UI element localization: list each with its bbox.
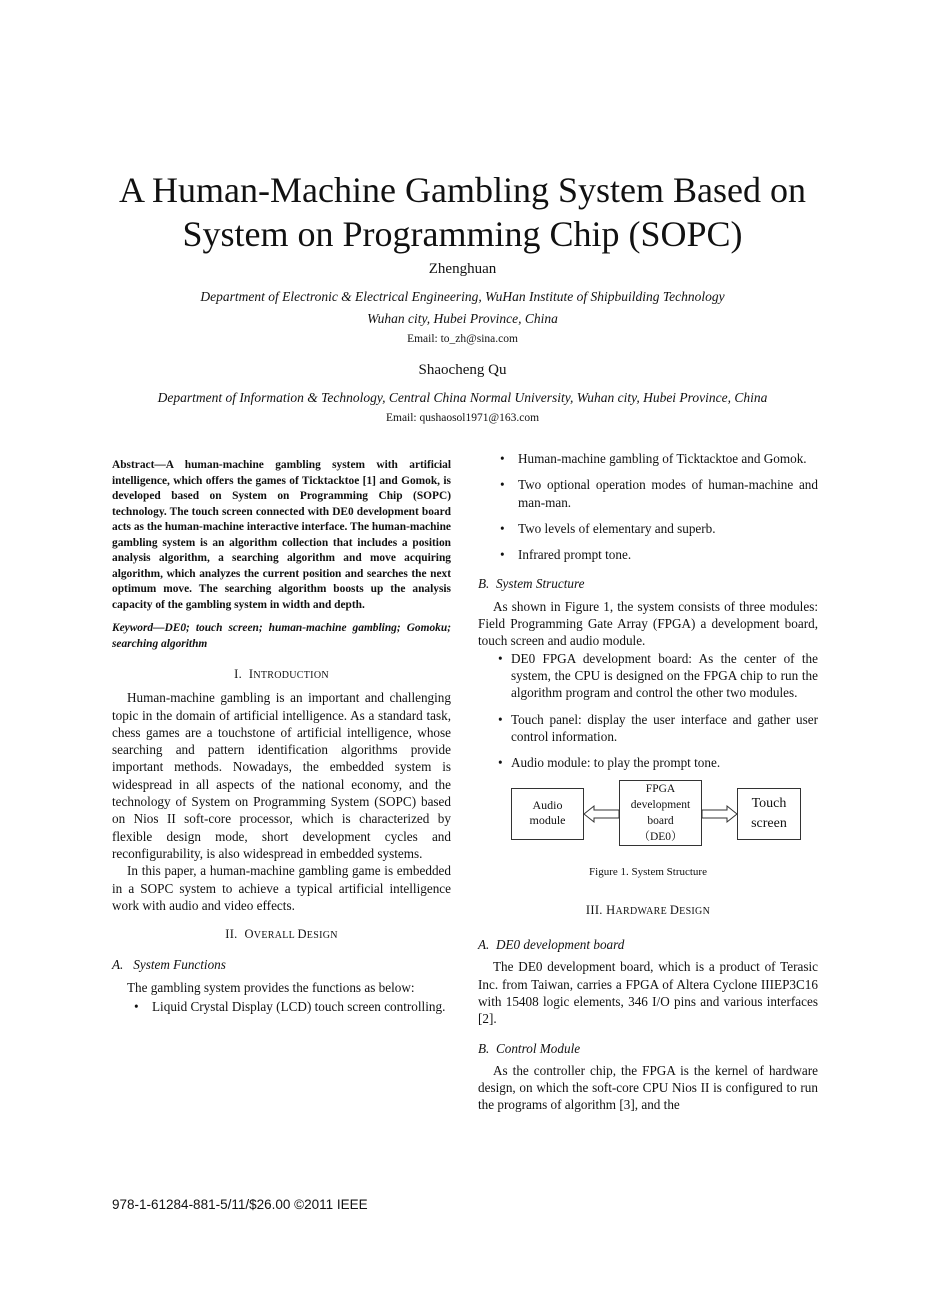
subsection-2a-heading: [112, 956, 451, 973]
list-item: [478, 520, 818, 537]
section-2-title-cap2: D: [297, 927, 307, 942]
section-3-heading: [478, 902, 818, 920]
section-1-title-rest: NTRODUCTION: [253, 670, 329, 681]
fpga-box-line-1: FPGA: [645, 783, 676, 796]
list-item: [478, 650, 818, 702]
list-item: [478, 754, 818, 771]
section-2-heading: [112, 926, 451, 944]
audio-fpga-arrow: [584, 806, 619, 822]
author-2-affiliation: Department of Information & Technology, Central China Normal University, Wuhan city, Hubei Province, China: [157, 390, 768, 405]
bullet-icon: •: [134, 999, 139, 1015]
intro-paragraph-1: Human-machine gambling is an important and challenging topic in the domain of artificial intelligence. As a standard task, chess games are a touchstone of artificial intelligence, whose searching and pattern identification algorithms provide important methods. Nowadays, the embedded system is widespread in all aspects of the national economy, and the technology of System on Programming System (SOPC) based on Nios II soft-core processor, which is characterized by flexible design mode, short development cycles and reconfigurability, is also widespread in embedded systems.: [112, 690, 451, 861]
section-1-title-cap: I: [248, 667, 254, 681]
bullet-icon: •: [498, 711, 503, 727]
list-item: [478, 546, 818, 563]
section-2-title-rest2: ESIGN: [306, 930, 338, 942]
right-column: [478, 450, 818, 1114]
abstract: Abstract—A human-machine gambling system with artificial intelligence, which offers the games of Ticktacktoe [1] and Gomok, is developed based on System on Programming Chip (SOPC) technology. The touch screen connected with DE0 development board acts as the human-machine interactive interface. The human-machine gambling system is an algorithm collection that includes a position analysis algorithm, a searching algorithm and move acquiring algorithm, which analyzes the current position and searches the next optimum move. The searching algorithm boosts up the analysis capacity of the gambling system in width and depth.: [112, 459, 451, 611]
section-3-title-rest2: ESIGN: [679, 905, 711, 917]
function-item-4: Two levels of elementary and superb.: [518, 520, 716, 536]
section-2-title-rest: VERALL: [253, 930, 298, 942]
subsection-2b-label: B.: [478, 576, 490, 592]
section-2-title-cap: O: [244, 927, 254, 942]
touch-box-line-2: screen: [751, 816, 787, 832]
bullet-icon: •: [500, 451, 505, 466]
keywords: Keyword—DE0; touch screen; human-machine gambling; Gomoku; searching algorithm: [112, 622, 451, 650]
bullet-icon: •: [500, 477, 505, 493]
subsection-3a-heading: [478, 936, 818, 953]
module-item-1: DE0 FPGA development board: As the center of the system, the CPU is designed on the FPGA chip to run the algorithm program and control the other two modules.: [511, 650, 818, 701]
function-item-5: Infrared prompt tone.: [518, 547, 632, 563]
author-2-name: Shaocheng Qu: [418, 362, 507, 378]
figure-1-diagram: [478, 780, 818, 860]
functions-intro: The gambling system provides the functions as below:: [127, 979, 415, 995]
bullet-icon: •: [498, 650, 503, 666]
section-3-number: III.: [585, 902, 603, 917]
section-2-number: II.: [225, 927, 238, 942]
module-item-3: Audio module: to play the prompt tone.: [511, 755, 721, 771]
structure-paragraph: As shown in Figure 1, the system consists of three modules: Field Programming Gate Array (FPGA) a development board, touch screen and audio module.: [478, 598, 818, 649]
subsection-3b-heading: [478, 1040, 818, 1057]
function-list-right: [478, 450, 818, 563]
audio-box-line-2: module: [529, 813, 566, 828]
bullet-icon: •: [500, 520, 505, 536]
paper-title: [60, 168, 865, 256]
left-column: [112, 458, 451, 1024]
subsection-3a-label: A.: [478, 937, 490, 953]
list-item: [478, 711, 818, 746]
audio-box-line-1: Audio: [532, 798, 563, 813]
function-list-left: [112, 998, 451, 1015]
author-1-email: Email: to_zh@sina.com: [407, 333, 518, 345]
author-1-name: Zhenghuan: [428, 261, 497, 277]
function-item-2: Human-machine gambling of Ticktacktoe and Gomok.: [518, 451, 807, 466]
fpga-box-line-2: development: [630, 799, 691, 812]
subsection-2a-title: System Functions: [133, 957, 226, 973]
de0-paragraph: The DE0 development board, which is a product of Terasic Inc. from Taiwan, carries a FPGA of Altera Cyclone IIIEP3C16 with 15408 logic elements, 346 I/O pins and various interfaces [2].: [478, 959, 818, 1027]
title-line-1: A Human-Machine Gambling System Based on: [119, 170, 806, 210]
list-item: [112, 998, 451, 1015]
title-line-2: System on Programming Chip (SOPC): [182, 214, 743, 254]
figure-arrows: [478, 780, 818, 860]
section-1-number: I.: [234, 667, 243, 681]
section-3-title-rest: ARDWARE: [615, 905, 670, 917]
author-1-location: Wuhan city, Hubei Province, China: [367, 311, 558, 326]
subsection-3b-label: B.: [478, 1040, 490, 1056]
intro-paragraph-2: In this paper, a human-machine gambling game is embedded in a SOPC system to achieve a typical artificial intelligence work with audio and video effects.: [112, 863, 451, 913]
section-1-heading: [112, 666, 451, 684]
list-item: [478, 450, 818, 467]
bullet-icon: •: [500, 547, 505, 563]
section-3-title-cap2: D: [669, 902, 680, 917]
list-item: [478, 476, 818, 511]
figure-1-caption: Figure 1. System Structure: [589, 866, 707, 879]
subsection-3a-title: DE0 development board: [495, 937, 625, 953]
control-module-paragraph: As the controller chip, the FPGA is the kernel of hardware design, on which the soft-core CPU Nios II is configured to run the programs of algorithm [3], and the: [478, 1062, 818, 1113]
touch-box-line-1: Touch: [751, 796, 787, 812]
fpga-touch-arrow: [702, 806, 737, 822]
subsection-2a-label: A.: [112, 957, 124, 973]
function-item-1: Liquid Crystal Display (LCD) touch screen controlling.: [152, 999, 446, 1015]
function-item-3: Two optional operation modes of human-machine and man-man.: [518, 477, 818, 510]
author-2-email: Email: qushaosol1971@163.com: [385, 412, 540, 424]
subsection-3b-title: Control Module: [495, 1040, 581, 1056]
author-1-affiliation: Department of Electronic & Electrical Engineering, WuHan Institute of Shipbuilding Technology: [200, 289, 725, 304]
section-3-title-cap: H: [606, 902, 616, 917]
subsection-2b-heading: [478, 575, 818, 592]
copyright-footer: 978-1-61284-881-5/11/$26.00 ©2011 IEEE: [112, 1197, 368, 1212]
module-list: [478, 650, 818, 772]
fpga-box-line-3: board: [647, 815, 674, 828]
bullet-icon: •: [498, 755, 503, 771]
fpga-box-line-4: （DE0）: [638, 831, 683, 844]
subsection-2b-title: System Structure: [495, 576, 585, 592]
module-item-2: Touch panel: display the user interface and gather user control information.: [511, 711, 818, 744]
